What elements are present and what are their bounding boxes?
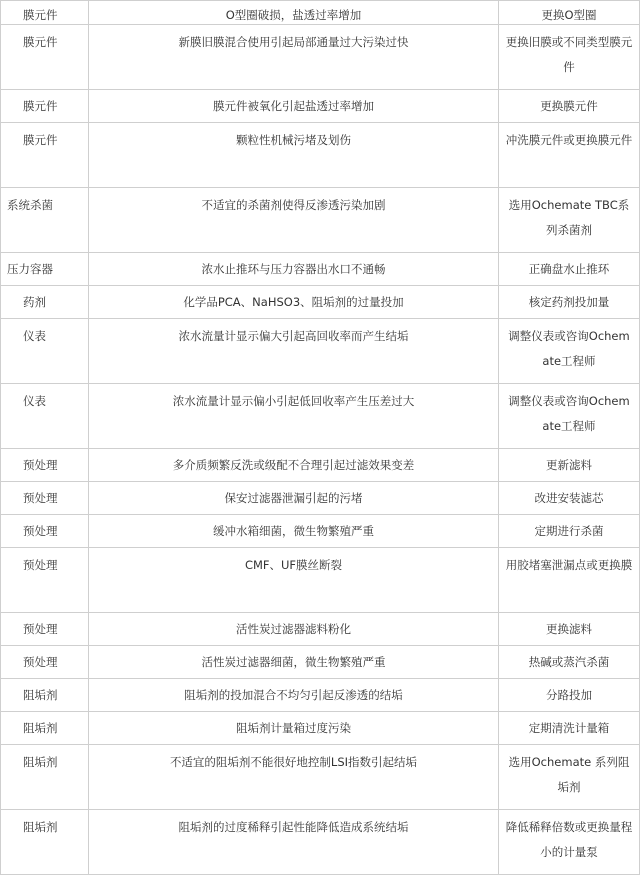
problem-cell: 阻垢剂的过度稀释引起性能降低造成系统结垢 bbox=[89, 810, 499, 875]
table-row bbox=[1, 90, 640, 123]
table-row bbox=[1, 745, 640, 810]
problem-cell: 浓水止推环与压力容器出水口不通畅 bbox=[89, 253, 499, 286]
category-cell: 预处理 bbox=[1, 548, 89, 613]
table-row bbox=[1, 515, 640, 548]
category-cell: 膜元件 bbox=[1, 1, 89, 25]
problem-cell: 新膜旧膜混合使用引起局部通量过大污染过快 bbox=[89, 25, 499, 90]
problem-cell: 浓水流量计显示偏大引起高回收率而产生结垢 bbox=[89, 319, 499, 384]
solution-cell: 定期进行杀菌 bbox=[499, 515, 640, 548]
table-row bbox=[1, 286, 640, 319]
solution-cell: 核定药剂投加量 bbox=[499, 286, 640, 319]
category-cell: 膜元件 bbox=[1, 25, 89, 90]
solution-cell: 改进安装滤芯 bbox=[499, 482, 640, 515]
table-row bbox=[1, 548, 640, 613]
table-row bbox=[1, 646, 640, 679]
solution-cell: 定期清洗计量箱 bbox=[499, 712, 640, 745]
solution-cell: 分路投加 bbox=[499, 679, 640, 712]
solution-cell: 更换旧膜或不同类型膜元件 bbox=[499, 25, 640, 90]
category-cell: 药剂 bbox=[1, 286, 89, 319]
solution-cell: 选用Ochemate 系列阻垢剂 bbox=[499, 745, 640, 810]
problem-cell: 不适宜的杀菌剂使得反渗透污染加剧 bbox=[89, 188, 499, 253]
table-row bbox=[1, 1, 640, 25]
category-cell: 预处理 bbox=[1, 449, 89, 482]
solution-cell: 冲洗膜元件或更换膜元件 bbox=[499, 123, 640, 188]
table-row bbox=[1, 319, 640, 384]
category-cell: 仪表 bbox=[1, 384, 89, 449]
problem-cell: 保安过滤器泄漏引起的污堵 bbox=[89, 482, 499, 515]
category-cell: 膜元件 bbox=[1, 123, 89, 188]
table-row bbox=[1, 712, 640, 745]
category-cell: 预处理 bbox=[1, 613, 89, 646]
table-row bbox=[1, 613, 640, 646]
solution-cell: 降低稀释倍数或更换量程小的计量泵 bbox=[499, 810, 640, 875]
problem-cell: 活性炭过滤器滤料粉化 bbox=[89, 613, 499, 646]
solution-cell: 更换膜元件 bbox=[499, 90, 640, 123]
problem-cell: 浓水流量计显示偏小引起低回收率产生压差过大 bbox=[89, 384, 499, 449]
problem-cell: 活性炭过滤器细菌，微生物繁殖严重 bbox=[89, 646, 499, 679]
table-row bbox=[1, 384, 640, 449]
problem-cell: 多介质频繁反洗或级配不合理引起过滤效果变差 bbox=[89, 449, 499, 482]
category-cell: 预处理 bbox=[1, 515, 89, 548]
solution-cell: 更换滤料 bbox=[499, 613, 640, 646]
category-cell: 预处理 bbox=[1, 646, 89, 679]
table-row bbox=[1, 449, 640, 482]
problem-cell: 阻垢剂计量箱过度污染 bbox=[89, 712, 499, 745]
problem-cell: CMF、UF膜丝断裂 bbox=[89, 548, 499, 613]
problem-cell: 颗粒性机械污堵及划伤 bbox=[89, 123, 499, 188]
problem-cell: 不适宜的阻垢剂不能很好地控制LSI指数引起结垢 bbox=[89, 745, 499, 810]
category-cell: 预处理 bbox=[1, 482, 89, 515]
table-row bbox=[1, 679, 640, 712]
category-cell: 阻垢剂 bbox=[1, 679, 89, 712]
problem-cell: O型圈破损，盐透过率增加 bbox=[89, 1, 499, 25]
solution-cell: 正确盘水止推环 bbox=[499, 253, 640, 286]
problem-cell: 阻垢剂的投加混合不均匀引起反渗透的结垢 bbox=[89, 679, 499, 712]
solution-cell: 调整仪表或咨询Ochemate工程师 bbox=[499, 319, 640, 384]
solution-cell: 选用Ochemate TBC系列杀菌剂 bbox=[499, 188, 640, 253]
category-cell: 阻垢剂 bbox=[1, 810, 89, 875]
table-row bbox=[1, 810, 640, 875]
problem-cell: 缓冲水箱细菌，微生物繁殖严重 bbox=[89, 515, 499, 548]
table-row bbox=[1, 482, 640, 515]
problem-cell: 膜元件被氧化引起盐透过率增加 bbox=[89, 90, 499, 123]
solution-cell: 更换O型圈 bbox=[499, 1, 640, 25]
category-cell: 膜元件 bbox=[1, 90, 89, 123]
problem-cell: 化学品PCA、NaHSO3、阻垢剂的过量投加 bbox=[89, 286, 499, 319]
table-row bbox=[1, 123, 640, 188]
solution-cell: 热碱或蒸汽杀菌 bbox=[499, 646, 640, 679]
table-row bbox=[1, 188, 640, 253]
table-row bbox=[1, 25, 640, 90]
category-cell: 系统杀菌 bbox=[1, 188, 89, 253]
category-cell: 压力容器 bbox=[1, 253, 89, 286]
solution-cell: 更新滤料 bbox=[499, 449, 640, 482]
category-cell: 阻垢剂 bbox=[1, 712, 89, 745]
table-row bbox=[1, 253, 640, 286]
solution-cell: 用胶堵塞泄漏点或更换膜 bbox=[499, 548, 640, 613]
solution-cell: 调整仪表或咨询Ochemate工程师 bbox=[499, 384, 640, 449]
category-cell: 阻垢剂 bbox=[1, 745, 89, 810]
category-cell: 仪表 bbox=[1, 319, 89, 384]
